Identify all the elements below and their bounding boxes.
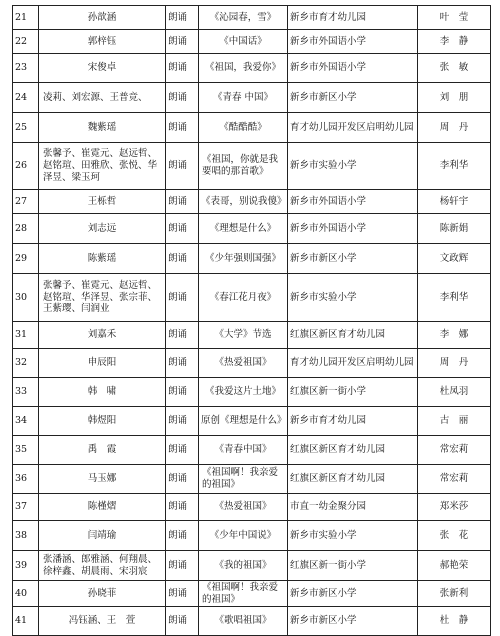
row-number: 22 — [13, 30, 39, 54]
performance-type: 朗诵 — [166, 551, 199, 581]
school-unit: 市直一幼金聚分园 — [288, 494, 418, 521]
performance-type: 朗诵 — [166, 494, 199, 521]
performance-type: 朗诵 — [166, 214, 199, 244]
piece-title: 《青春 中国》 — [199, 83, 288, 113]
roster-body — [13, 6, 491, 636]
table-row — [13, 274, 491, 322]
piece-title: 《沁园春，雪》 — [199, 6, 288, 30]
performance-type: 朗诵 — [166, 349, 199, 378]
piece-title: 《我爱这片土地》 — [199, 378, 288, 407]
performer-name: 韩 啸 — [39, 378, 166, 407]
piece-title: 《中国话》 — [199, 30, 288, 54]
performer-name: 魏紫瑶 — [39, 113, 166, 143]
piece-title: 《春江花月夜》 — [199, 274, 288, 322]
performer-name: 凌莉、刘宏源、王普竞、 — [39, 83, 166, 113]
table-row — [13, 494, 491, 521]
table-row — [13, 113, 491, 143]
table-row — [13, 465, 491, 494]
piece-title: 《祖国啊！我亲爱的祖国》 — [199, 581, 288, 607]
instructor-name: 郑米莎 — [418, 494, 491, 521]
school-unit: 红旗区新区育才幼儿园 — [288, 465, 418, 494]
instructor-name: 张新利 — [418, 581, 491, 607]
school-unit: 红旗区新一街小学 — [288, 378, 418, 407]
instructor-name: 文政辉 — [418, 244, 491, 274]
performer-name: 陈槿熠 — [39, 494, 166, 521]
piece-title: 《少年中国说》 — [199, 521, 288, 551]
school-unit: 新乡市实验小学 — [288, 274, 418, 322]
piece-title: 《大学》节选 — [199, 322, 288, 349]
piece-title: 《歌唱祖国》 — [199, 607, 288, 636]
piece-title: 《热爱祖国》 — [199, 349, 288, 378]
performer-name: 王栎哲 — [39, 190, 166, 214]
table-row — [13, 378, 491, 407]
instructor-name: 周 丹 — [418, 349, 491, 378]
instructor-name: 张 花 — [418, 521, 491, 551]
performer-name: 禹 霞 — [39, 436, 166, 465]
instructor-name: 李利华 — [418, 143, 491, 190]
table-row — [13, 581, 491, 607]
instructor-name: 常宏莉 — [418, 465, 491, 494]
table-row — [13, 6, 491, 30]
performance-type: 朗诵 — [166, 607, 199, 636]
table-row — [13, 143, 491, 190]
performer-name: 申辰阳 — [39, 349, 166, 378]
school-unit: 新乡市新区小学 — [288, 607, 418, 636]
performer-name: 宋俊卓 — [39, 54, 166, 83]
instructor-name: 李 娜 — [418, 322, 491, 349]
instructor-name: 郝艳荣 — [418, 551, 491, 581]
school-unit: 新乡市育才幼儿园 — [288, 407, 418, 436]
table-row — [13, 30, 491, 54]
performance-type: 朗诵 — [166, 6, 199, 30]
performer-name: 张馨予、崔霓元、赵远哲、赵铭瑄、华泽昱、张宗菲、王紫璎、闫润业 — [39, 274, 166, 322]
piece-title: 《表哥，别说我傻》 — [199, 190, 288, 214]
school-unit: 新乡市新区小学 — [288, 581, 418, 607]
table-row — [13, 407, 491, 436]
table-row — [13, 436, 491, 465]
school-unit: 新乡市实验小学 — [288, 521, 418, 551]
instructor-name: 李利华 — [418, 274, 491, 322]
performance-type: 朗诵 — [166, 190, 199, 214]
piece-title: 《酷酷酷》 — [199, 113, 288, 143]
performance-roster-table — [12, 5, 491, 636]
instructor-name: 李 静 — [418, 30, 491, 54]
row-number: 41 — [13, 607, 39, 636]
instructor-name: 杜凤羽 — [418, 378, 491, 407]
piece-title: 原创《理想是什么》 — [199, 407, 288, 436]
row-number: 29 — [13, 244, 39, 274]
table-row — [13, 349, 491, 378]
row-number: 27 — [13, 190, 39, 214]
instructor-name: 常宏莉 — [418, 436, 491, 465]
performer-name: 郭梓钰 — [39, 30, 166, 54]
performer-name: 刘志远 — [39, 214, 166, 244]
school-unit: 育才幼儿园开发区启明幼儿园 — [288, 113, 418, 143]
instructor-name: 刘 朋 — [418, 83, 491, 113]
row-number: 30 — [13, 274, 39, 322]
performance-type: 朗诵 — [166, 378, 199, 407]
row-number: 34 — [13, 407, 39, 436]
piece-title: 《祖国，你就是我要唱的那首歌》 — [199, 143, 288, 190]
performance-type: 朗诵 — [166, 113, 199, 143]
table-row — [13, 322, 491, 349]
school-unit: 新乡市新区小学 — [288, 83, 418, 113]
row-number: 37 — [13, 494, 39, 521]
piece-title: 《热爱祖国》 — [199, 494, 288, 521]
row-number: 32 — [13, 349, 39, 378]
row-number: 28 — [13, 214, 39, 244]
row-number: 25 — [13, 113, 39, 143]
school-unit: 新乡市外国语小学 — [288, 190, 418, 214]
row-number: 33 — [13, 378, 39, 407]
row-number: 35 — [13, 436, 39, 465]
piece-title: 《青春中国》 — [199, 436, 288, 465]
performance-type: 朗诵 — [166, 54, 199, 83]
table-row — [13, 214, 491, 244]
school-unit: 新乡市实验小学 — [288, 143, 418, 190]
school-unit: 新乡市外国语小学 — [288, 214, 418, 244]
instructor-name: 古 丽 — [418, 407, 491, 436]
performance-type: 朗诵 — [166, 322, 199, 349]
performer-name: 闫靖瑜 — [39, 521, 166, 551]
instructor-name: 张 敏 — [418, 54, 491, 83]
performer-name: 孙晓菲 — [39, 581, 166, 607]
performance-type: 朗诵 — [166, 436, 199, 465]
row-number: 38 — [13, 521, 39, 551]
performance-type: 朗诵 — [166, 143, 199, 190]
performer-name: 马玉娜 — [39, 465, 166, 494]
row-number: 40 — [13, 581, 39, 607]
row-number: 24 — [13, 83, 39, 113]
performance-type: 朗诵 — [166, 407, 199, 436]
instructor-name: 叶 莹 — [418, 6, 491, 30]
performance-type: 朗诵 — [166, 83, 199, 113]
piece-title: 《少年强则国强》 — [199, 244, 288, 274]
table-row — [13, 244, 491, 274]
row-number: 39 — [13, 551, 39, 581]
performer-name: 张潘涵、郎雅涵、何翔晨、徐梓鑫、胡晨雨、宋羽宸 — [39, 551, 166, 581]
row-number: 36 — [13, 465, 39, 494]
table-row — [13, 54, 491, 83]
row-number: 21 — [13, 6, 39, 30]
performer-name: 刘嘉禾 — [39, 322, 166, 349]
piece-title: 《我的祖国》 — [199, 551, 288, 581]
performer-name: 陈紫瑶 — [39, 244, 166, 274]
performer-name: 冯钰涵、王 萱 — [39, 607, 166, 636]
table-row — [13, 551, 491, 581]
school-unit: 红旗区新区育才幼儿园 — [288, 322, 418, 349]
performance-type: 朗诵 — [166, 30, 199, 54]
school-unit: 新乡市外国语小学 — [288, 30, 418, 54]
school-unit: 新乡市外国语小学 — [288, 54, 418, 83]
instructor-name: 周 丹 — [418, 113, 491, 143]
piece-title: 《祖国啊！我亲爱的祖国》 — [199, 465, 288, 494]
performance-type: 朗诵 — [166, 521, 199, 551]
school-unit: 红旗区新一街小学 — [288, 551, 418, 581]
performer-name: 张馨予、崔霓元、赵远哲、赵铭瑄、田雅欣、张悦、华泽昱、梁玉珂 — [39, 143, 166, 190]
table-row — [13, 83, 491, 113]
piece-title: 《理想是什么》 — [199, 214, 288, 244]
row-number: 23 — [13, 54, 39, 83]
school-unit: 红旗区新区育才幼儿园 — [288, 436, 418, 465]
performance-type: 朗诵 — [166, 274, 199, 322]
row-number: 31 — [13, 322, 39, 349]
performer-name: 孙歆涵 — [39, 6, 166, 30]
instructor-name: 杨轩宇 — [418, 190, 491, 214]
school-unit: 新乡市育才幼儿园 — [288, 6, 418, 30]
performance-type: 朗诵 — [166, 581, 199, 607]
table-row — [13, 521, 491, 551]
performance-type: 朗诵 — [166, 244, 199, 274]
piece-title: 《祖国，我爱你》 — [199, 54, 288, 83]
instructor-name: 陈新娟 — [418, 214, 491, 244]
performer-name: 韩煜阳 — [39, 407, 166, 436]
instructor-name: 杜 静 — [418, 607, 491, 636]
school-unit: 育才幼儿园开发区启明幼儿园 — [288, 349, 418, 378]
row-number: 26 — [13, 143, 39, 190]
school-unit: 新乡市新区小学 — [288, 244, 418, 274]
performance-type: 朗诵 — [166, 465, 199, 494]
table-row — [13, 190, 491, 214]
